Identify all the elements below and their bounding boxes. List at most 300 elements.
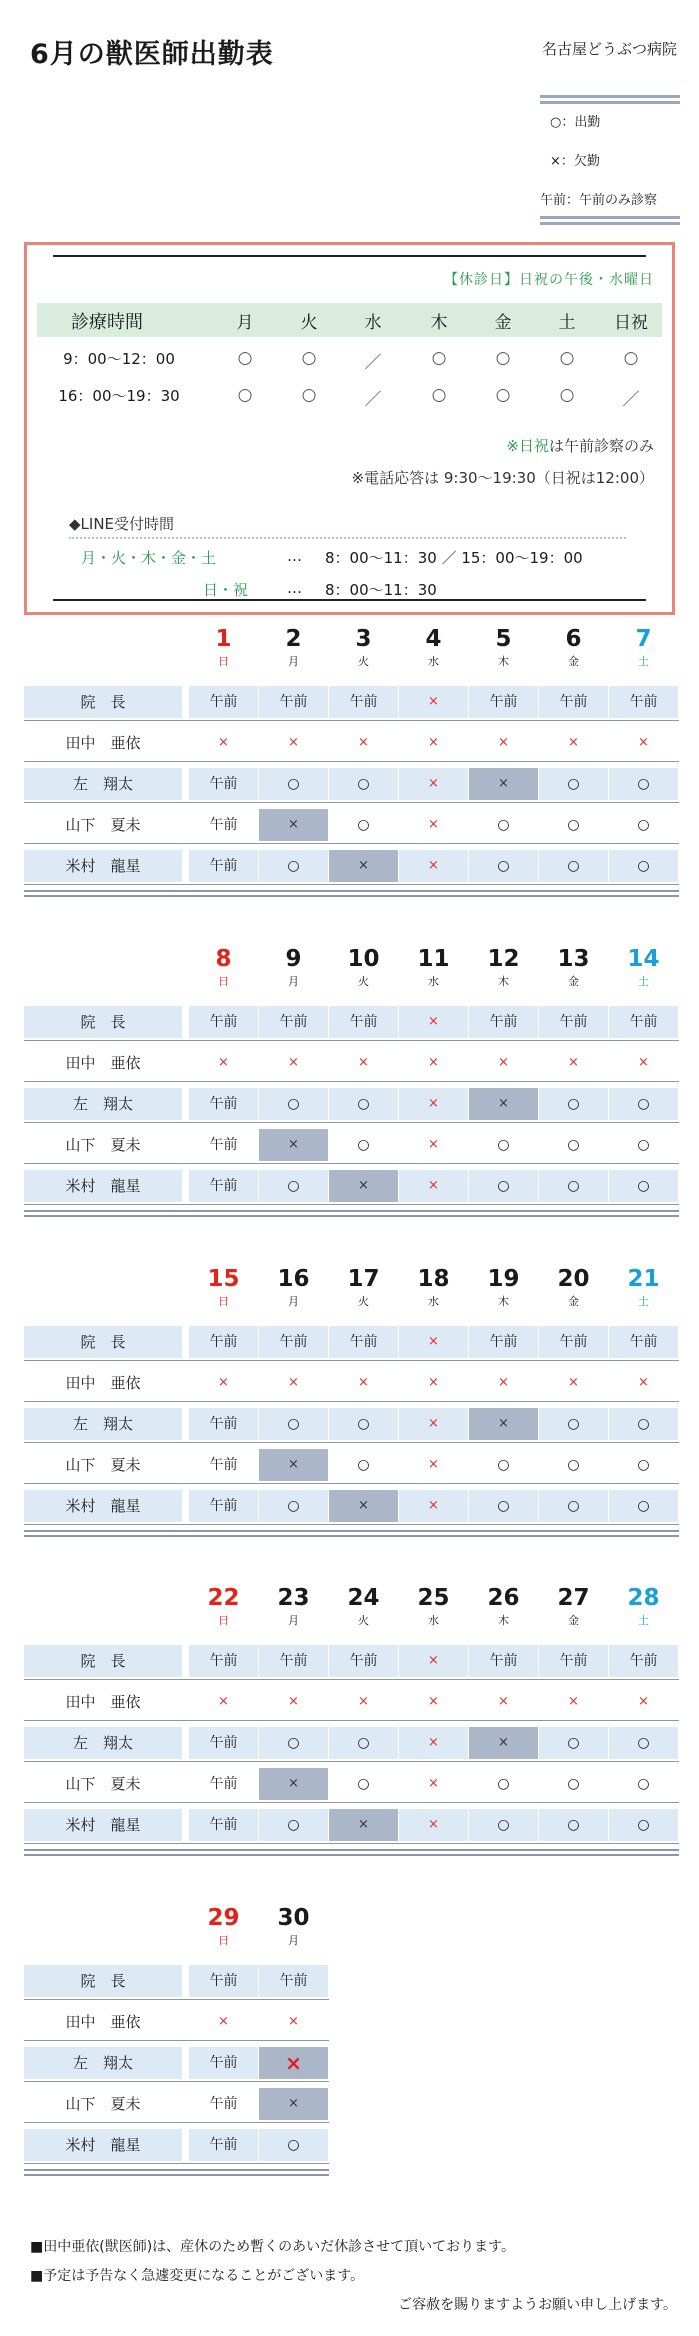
attendance-cell: × [428,1694,439,1709]
attendance-cell: 午前 [609,1326,678,1358]
day-header [329,945,398,989]
attendance-cell: ○ [329,1408,398,1440]
attendance-cell: × [218,1375,229,1390]
staff-name: 左 翔太 [24,1088,182,1120]
staff-row [24,1487,679,1525]
hours-day-header: 土 [558,313,576,333]
row-divider [24,2163,329,2164]
attendance-cell: ○ [259,1408,328,1440]
attendance-cell: × [469,1088,538,1120]
staff-row [24,724,679,762]
day-header [609,1584,678,1628]
attendance-cell: ○ [259,1490,328,1522]
day-number: 27 [557,1585,590,1611]
day-number: 21 [627,1266,660,1292]
attendance-cell: 午前 [329,1326,398,1358]
row-divider [24,1442,679,1443]
staff-row [24,1806,679,1844]
line-row-holidays-sep: … [287,579,302,597]
day-number: 7 [635,626,652,652]
day-number: 15 [207,1266,240,1292]
weekday-label: 日 [218,1934,229,1947]
attendance-cell: × [568,1055,579,1070]
day-number: 24 [347,1585,380,1611]
weekday-label: 月 [288,655,299,668]
day-number: 30 [277,1905,310,1931]
divider [53,599,646,601]
attendance-cell: × [399,1727,468,1759]
attendance-cell: × [399,768,468,800]
attendance-cell: ○ [329,768,398,800]
attendance-cell: × [568,1694,579,1709]
staff-row [24,806,679,844]
weekday-label: 日 [218,655,229,668]
weekday-label: 木 [498,1295,509,1308]
table-bottom-rule [24,1530,679,1532]
hours-day-header: 火 [300,313,318,333]
attendance-cell: 午前 [189,2129,258,2161]
staff-name: 山下 夏未 [65,1136,141,1154]
attendance-cell: ○ [357,1137,370,1153]
attendance-cell: ○ [609,768,678,800]
hours-day-header: 日祝 [614,313,648,333]
day-header [259,1265,328,1309]
weekday-label: 月 [288,1934,299,1947]
staff-name: 米村 龍星 [24,850,182,882]
hours-day-header: 木 [430,313,448,333]
attendance-cell: ○ [539,1088,608,1120]
attendance-cell: × [288,1375,299,1390]
attendance-cell: × [498,1055,509,1070]
attendance-cell: × [399,1006,468,1038]
attendance-cell: ○ [357,1457,370,1473]
staff-row [24,1126,679,1164]
weekday-label: 土 [638,655,649,668]
attendance-cell: ○ [329,1727,398,1759]
attendance-cell: × [638,1694,649,1709]
staff-row [24,1642,679,1680]
day-header [469,625,538,669]
attendance-cell: ○ [567,1137,580,1153]
attendance-cell: 午前 [189,1645,258,1677]
row-divider [24,1163,679,1164]
day-header [259,945,328,989]
day-number: 26 [487,1585,520,1611]
attendance-cell: 午前 [189,1170,258,1202]
attendance-cell: ○ [259,1727,328,1759]
day-number: 29 [207,1905,240,1931]
clinic-hours-box [24,242,675,615]
attendance-cell: 午前 [469,686,538,718]
attendance-cell: × [399,1170,468,1202]
attendance-cell: × [469,1408,538,1440]
row-divider [24,2081,329,2082]
row-divider [24,1679,679,1680]
weekday-label: 火 [358,975,369,988]
table-bottom-rule [24,1210,679,1212]
legend-stripe [540,101,680,104]
attendance-cell: ○ [259,1170,328,1202]
day-number: 25 [417,1585,450,1611]
hours-mark: ○ [237,348,253,368]
staff-row [24,1724,679,1762]
day-number: 5 [495,626,512,652]
weekday-label: 水 [428,655,439,668]
day-header [609,625,678,669]
hours-day-header: 月 [236,313,254,333]
day-number: 18 [417,1266,450,1292]
attendance-cell: × [498,735,509,750]
attendance-cell: ○ [539,1727,608,1759]
weekday-label: 日 [218,1614,229,1627]
page-title: 6月の獣医師出勤表 [30,39,274,70]
weekday-label: 日 [218,1295,229,1308]
attendance-cell: × [329,850,398,882]
line-row-weekdays-time: 8：00～11：30 ／ 15：00～19：00 [325,549,583,567]
weekday-label: 火 [358,1295,369,1308]
attendance-cell: × [399,686,468,718]
table-bottom-rule [24,1854,679,1856]
row-divider [24,761,679,762]
attendance-cell: 午前 [189,1326,258,1358]
hours-day-header: 水 [364,313,382,333]
staff-name: 田中 亜依 [65,2013,141,2031]
table-bottom-rule [24,890,679,892]
staff-name: 院 長 [24,686,182,718]
day-header [189,945,258,989]
day-number: 12 [487,946,520,972]
hours-mark: ○ [431,348,447,368]
day-header [539,625,608,669]
footer-note-change: ■予定は予告なく急遽変更になることがございます。 [30,2268,365,2284]
attendance-cell: × [358,1375,369,1390]
line-row-holidays: 日・祝 [203,581,249,599]
attendance-cell: ○ [609,1170,678,1202]
attendance-cell: × [358,1055,369,1070]
attendance-cell: 午前 [469,1326,538,1358]
closed-days-note: 【休診日】日祝の午後・水曜日 [444,272,654,288]
hours-mark: ／ [364,390,382,410]
day-number: 6 [565,626,582,652]
staff-row [24,847,679,885]
attendance-cell: × [218,1055,229,1070]
day-number: 19 [487,1266,520,1292]
day-number: 4 [425,626,442,652]
attendance-cell: 午前 [539,1645,608,1677]
attendance-cell: ○ [469,1809,538,1841]
staff-name: 左 翔太 [24,1727,182,1759]
hours-mark: ○ [495,348,511,368]
attendance-cell: × [218,735,229,750]
attendance-cell: × [428,1776,439,1791]
staff-row [24,1765,679,1803]
attendance-cell: 午前 [189,2047,258,2079]
weekday-label: 金 [568,975,579,988]
attendance-cell: 午前 [189,1809,258,1841]
attendance-cell: ○ [259,1809,328,1841]
attendance-cell: ○ [357,817,370,833]
attendance-cell: 午前 [209,1137,238,1153]
row-divider [24,1524,679,1525]
staff-row [24,765,679,803]
staff-name: 院 長 [24,1965,182,1997]
staff-name: 山下 夏未 [65,2095,141,2113]
attendance-cell: × [399,1809,468,1841]
line-row-weekdays: 月・火・木・金・土 [81,549,217,567]
attendance-cell: 午前 [539,1326,608,1358]
attendance-cell: ○ [637,1457,650,1473]
staff-name: 米村 龍星 [24,1809,182,1841]
attendance-cell: 午前 [189,1088,258,1120]
attendance-cell: 午前 [189,686,258,718]
day-header [259,1584,328,1628]
weekday-label: 日 [218,975,229,988]
attendance-cell: × [259,2088,328,2120]
legend-stripe [540,95,680,98]
attendance-cell: 午前 [329,686,398,718]
day-number: 28 [627,1585,660,1611]
weekday-label: 火 [358,655,369,668]
day-header [189,625,258,669]
legend-present: ○：出勤 [550,115,601,130]
attendance-cell: × [329,1170,398,1202]
staff-row [24,1085,679,1123]
staff-name: 山下 夏未 [65,1456,141,1474]
attendance-cell: ○ [259,1088,328,1120]
day-number: 20 [557,1266,590,1292]
attendance-cell: × [288,1055,299,1070]
staff-row [24,1683,679,1721]
row-divider [24,843,679,844]
day-number: 1 [215,626,232,652]
table-bottom-rule [24,2169,329,2171]
attendance-cell: × [259,2047,328,2079]
row-divider [24,1802,679,1803]
attendance-cell: ○ [539,850,608,882]
table-bottom-rule [24,2174,329,2176]
attendance-cell: 午前 [259,1965,328,1997]
attendance-cell: ○ [609,1408,678,1440]
hours-mark: ○ [495,385,511,405]
attendance-cell: × [498,1694,509,1709]
staff-name: 田中 亜依 [65,1374,141,1392]
staff-row [24,1323,679,1361]
attendance-cell: ○ [567,817,580,833]
hours-mark: ／ [622,390,640,410]
attendance-cell: ○ [609,1727,678,1759]
staff-row [24,1003,679,1041]
day-header [329,625,398,669]
staff-row [24,1044,679,1082]
attendance-cell: ○ [259,2129,328,2161]
table-bottom-rule [24,1535,679,1537]
staff-name: 左 翔太 [24,1408,182,1440]
row-divider [24,720,679,721]
attendance-cell: × [638,1375,649,1390]
staff-name: 田中 亜依 [65,734,141,752]
weekday-label: 月 [288,1614,299,1627]
attendance-cell: × [399,1408,468,1440]
weekday-label: 水 [428,975,439,988]
hospital-name: 名古屋どうぶつ病院 [541,40,677,58]
attendance-cell: × [358,1694,369,1709]
row-divider [24,1483,679,1484]
row-divider [24,1999,329,2000]
attendance-cell: 午前 [209,2096,238,2112]
attendance-cell: 午前 [539,1006,608,1038]
day-header [329,1584,398,1628]
attendance-cell: × [218,1694,229,1709]
attendance-cell: 午前 [189,1727,258,1759]
staff-row [24,1364,679,1402]
attendance-cell: × [329,1809,398,1841]
row-divider [24,1843,679,1844]
day-number: 22 [207,1585,240,1611]
day-number: 13 [557,946,590,972]
holiday-note: ※日祝は午前診察のみ [506,437,654,455]
row-divider [24,1360,679,1361]
attendance-cell: 午前 [609,1645,678,1677]
attendance-cell: ○ [469,1170,538,1202]
day-header [259,625,328,669]
staff-name: 山下 夏未 [65,1775,141,1793]
staff-name: 山下 夏未 [65,816,141,834]
attendance-cell: ○ [609,1088,678,1120]
row-divider [24,802,679,803]
attendance-cell: 午前 [329,1006,398,1038]
weekday-label: 木 [498,655,509,668]
attendance-cell: ○ [567,1457,580,1473]
day-number: 8 [215,946,232,972]
day-header [539,1265,608,1309]
day-number: 17 [347,1266,380,1292]
legend-absent: ×：欠勤 [550,154,600,169]
attendance-cell: × [358,735,369,750]
weekday-label: 木 [498,1614,509,1627]
line-title: ◆LINE受付時間 [69,515,175,533]
attendance-cell: 午前 [189,850,258,882]
weekday-label: 金 [568,1295,579,1308]
attendance-cell: × [259,1449,328,1481]
attendance-cell: × [428,1137,439,1152]
day-header [259,1904,328,1948]
hours-mark: ○ [301,385,317,405]
attendance-cell: 午前 [189,768,258,800]
attendance-cell: 午前 [259,1645,328,1677]
row-divider [24,1081,679,1082]
weekday-label: 火 [358,1614,369,1627]
day-header [399,1265,468,1309]
staff-row [24,683,679,721]
attendance-cell: ○ [637,1776,650,1792]
attendance-cell: ○ [469,1490,538,1522]
attendance-cell: ○ [497,1457,510,1473]
hours-time-label: 9：00～12：00 [63,350,175,368]
row-divider [24,1204,679,1205]
attendance-cell: ○ [539,1809,608,1841]
attendance-cell: × [568,735,579,750]
staff-name: 院 長 [24,1326,182,1358]
hours-mark: ○ [301,348,317,368]
day-number: 10 [347,946,380,972]
hours-mark: ○ [559,385,575,405]
phone-note: ※電話応答は 9:30～19:30（日祝は12:00） [351,469,654,487]
attendance-cell: ○ [609,1809,678,1841]
weekday-label: 水 [428,1614,439,1627]
hours-mark: ／ [364,353,382,373]
hours-time-label: 16：00～19：30 [58,387,180,405]
attendance-cell: × [399,1490,468,1522]
attendance-cell: ○ [609,1490,678,1522]
hours-mark: ○ [431,385,447,405]
staff-name: 米村 龍星 [24,1490,182,1522]
attendance-cell: 午前 [259,1006,328,1038]
weekday-label: 土 [638,1614,649,1627]
attendance-cell: ○ [609,850,678,882]
attendance-cell: 午前 [609,1006,678,1038]
day-header [469,1584,538,1628]
staff-row [24,1167,679,1205]
day-header [399,625,468,669]
attendance-cell: × [288,2014,299,2029]
day-header [539,1584,608,1628]
attendance-cell: × [329,1490,398,1522]
attendance-cell: ○ [497,1776,510,1792]
attendance-cell: × [399,1326,468,1358]
weekday-label: 水 [428,1295,439,1308]
table-bottom-rule [24,1849,679,1851]
line-row-weekdays-sep: … [287,547,302,565]
row-divider [24,2040,329,2041]
dotted-divider [69,537,626,539]
attendance-cell: ○ [497,817,510,833]
attendance-cell: 午前 [539,686,608,718]
hours-mark: ○ [559,348,575,368]
attendance-cell: ○ [567,1776,580,1792]
attendance-cell: × [288,735,299,750]
weekday-label: 土 [638,975,649,988]
hours-mark: ○ [623,348,639,368]
day-header [609,945,678,989]
attendance-cell: × [259,1768,328,1800]
attendance-cell: × [428,735,439,750]
attendance-cell: ○ [539,1490,608,1522]
legend-box [540,95,680,230]
attendance-cell: ○ [539,768,608,800]
attendance-cell: × [568,1375,579,1390]
staff-row [24,2044,329,2082]
legend-morning: 午前：午前のみ診察 [540,193,658,208]
day-header [609,1265,678,1309]
attendance-cell: ○ [637,1137,650,1153]
day-header [469,1265,538,1309]
attendance-cell: ○ [259,768,328,800]
attendance-cell: × [469,1727,538,1759]
staff-name: 左 翔太 [24,2047,182,2079]
attendance-cell: 午前 [259,1326,328,1358]
legend-stripe [540,216,680,219]
attendance-cell: ○ [259,850,328,882]
attendance-cell: 午前 [329,1645,398,1677]
attendance-cell: ○ [497,1137,510,1153]
weekday-label: 木 [498,975,509,988]
day-header [189,1584,258,1628]
attendance-cell: × [218,2014,229,2029]
legend-stripe [540,222,680,225]
attendance-cell: 午前 [609,686,678,718]
weekday-label: 土 [638,1295,649,1308]
table-bottom-rule [24,1215,679,1217]
